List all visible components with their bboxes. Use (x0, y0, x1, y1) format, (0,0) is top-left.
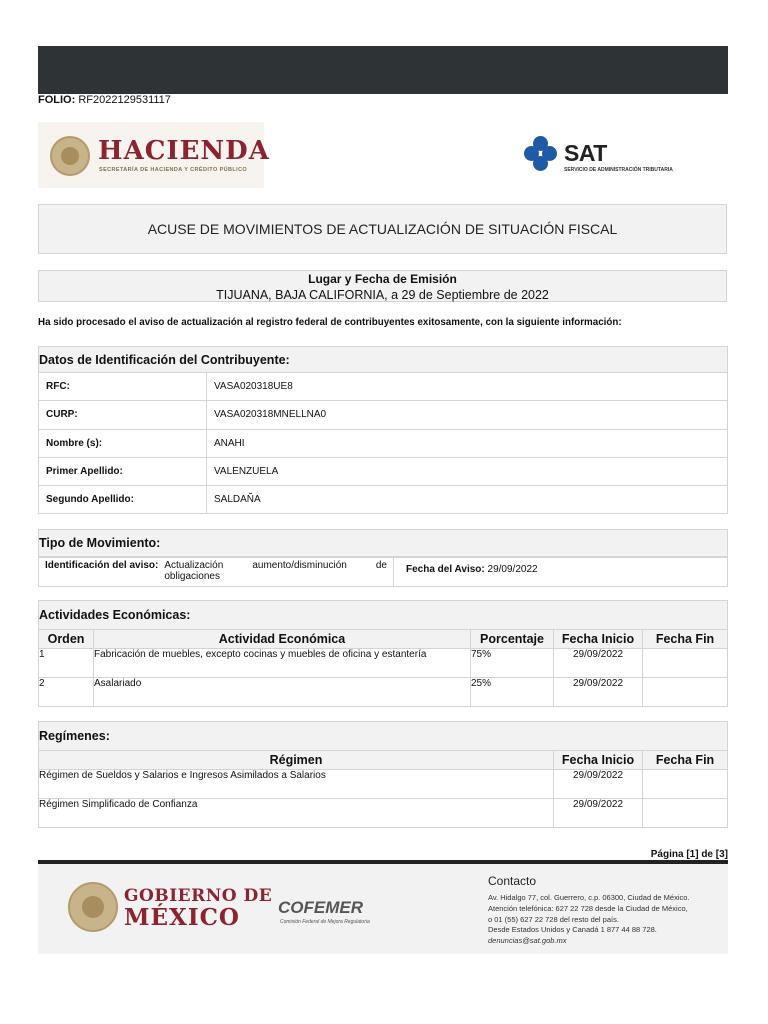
intro-text: Ha sido procesado el aviso de actualización al registro federal de contribuyentes exitosamente, con la siguiente información: (38, 317, 622, 328)
fecha-aviso-label: Fecha del Aviso: (406, 564, 485, 575)
id-aviso-value: Actualización aumento/disminución de obligaciones (164, 560, 387, 582)
movimiento-table (38, 557, 728, 587)
datos-row (39, 401, 728, 429)
cofemer-logo: COFEMER (278, 898, 363, 917)
regimen-row (39, 770, 728, 799)
actividad-fecha-fin (643, 678, 728, 707)
contacto-info (488, 893, 724, 947)
regimen-fecha-inicio: 29/09/2022 (554, 770, 643, 799)
datos-label: Nombre (s): (39, 429, 207, 457)
regimenes-heading-box (38, 721, 728, 751)
id-aviso-cell (39, 558, 394, 587)
folio-value: RF2022129531117 (78, 94, 171, 106)
actividad-row (39, 649, 728, 678)
datos-row (39, 486, 728, 514)
sat-logo (516, 128, 692, 182)
header-bar (38, 46, 728, 94)
col-orden: Orden (39, 630, 94, 649)
contacto-title: Contacto (488, 874, 537, 888)
sat-title: SAT (564, 140, 607, 166)
datos-label: CURP: (39, 401, 207, 429)
regimen-nombre: Régimen Simplificado de Confianza (39, 799, 554, 828)
gobierno-line1: GOBIERNO DE (124, 886, 273, 906)
datos-label: Segundo Apellido: (39, 486, 207, 514)
fecha-aviso-cell (394, 558, 728, 587)
lugar-value: TIJUANA, BAJA CALIFORNIA, a 29 de Septiembre de 2022 (216, 288, 549, 302)
datos-heading: Datos de Identificación del Contribuyente: (39, 353, 290, 367)
datos-value: SALDAÑA (207, 486, 728, 514)
col-fecha-fin: Fecha Fin (643, 630, 728, 649)
actividad-fecha-inicio: 29/09/2022 (554, 678, 643, 707)
contacto-email[interactable]: denuncias@sat.gob.mx (488, 936, 567, 946)
regimen-fecha-inicio: 29/09/2022 (554, 799, 643, 828)
footer (38, 864, 728, 954)
regimenes-heading: Regímenes: (39, 729, 110, 743)
datos-label: RFC: (39, 373, 207, 401)
fecha-aviso-value: 29/09/2022 (487, 564, 538, 575)
cofemer-subtitle: Comisión Federal de Mejora Regulatoria (280, 919, 370, 925)
movimiento-heading: Tipo de Movimiento: (39, 536, 161, 550)
hacienda-subtitle: SECRETARÍA DE HACIENDA Y CRÉDITO PÚBLICO (99, 167, 248, 173)
col-porcentaje: Porcentaje (471, 630, 554, 649)
regimenes-table (38, 750, 728, 828)
hacienda-title: HACIENDA (98, 136, 270, 166)
datos-value: VASA020318UE8 (207, 373, 728, 401)
regimen-fecha-fin (643, 799, 728, 828)
datos-label: Primer Apellido: (39, 457, 207, 485)
regimen-fecha-fin (643, 770, 728, 799)
document-title: ACUSE DE MOVIMIENTOS DE ACTUALIZACIÓN DE SITUACIÓN FISCAL (38, 204, 727, 254)
sat-dots-icon (524, 136, 560, 172)
lugar-label: Lugar y Fecha de Emisión (308, 272, 457, 286)
actividad-porcentaje: 25% (471, 678, 554, 707)
col-reg-fecha-inicio: Fecha Inicio (554, 751, 643, 770)
actividad-orden: 2 (39, 678, 94, 707)
actividad-row (39, 678, 728, 707)
contacto-line: Av. Hidalgo 77, col. Guerrero, c.p. 06300, Ciudad de México. (488, 893, 690, 902)
id-aviso-label: Identificación del aviso: (45, 560, 159, 571)
actividad-nombre: Asalariado (94, 678, 471, 707)
datos-value: VASA020318MNELLNA0 (207, 401, 728, 429)
datos-row (39, 373, 728, 401)
page-number: Página [1] de [3] (650, 849, 728, 860)
col-actividad: Actividad Económica (94, 630, 471, 649)
movimiento-heading-box (38, 529, 728, 557)
datos-value: ANAHI (207, 429, 728, 457)
datos-row (39, 457, 728, 485)
actividades-table (38, 629, 728, 707)
sat-subtitle: SERVICIO DE ADMINISTRACIÓN TRIBUTARIA (564, 167, 673, 173)
regimen-row (39, 799, 728, 828)
contacto-line: Atención telefónica: 627 22 728 desde la Ciudad de México, (488, 903, 688, 913)
folio (38, 94, 171, 106)
lugar-fecha-box (38, 270, 727, 302)
datos-table (38, 372, 728, 514)
actividad-porcentaje: 75% (471, 649, 554, 678)
datos-row (39, 429, 728, 457)
folio-label: FOLIO: (38, 94, 76, 106)
actividad-fecha-inicio: 29/09/2022 (554, 649, 643, 678)
mexico-seal-icon (50, 136, 90, 176)
contacto-line: Desde Estados Unidos y Canadá 1 877 44 88 728. (488, 925, 657, 935)
datos-value: VALENZUELA (207, 457, 728, 485)
contacto-line: o 01 (55) 627 22 728 del resto del país. (488, 914, 619, 924)
actividades-heading: Actividades Económicas: (39, 608, 191, 622)
col-regimen: Régimen (39, 751, 554, 770)
actividades-heading-box (38, 600, 728, 630)
hacienda-logo (38, 122, 270, 188)
gobierno-line2: MÉXICO (124, 904, 240, 931)
col-fecha-inicio: Fecha Inicio (554, 630, 643, 649)
actividad-nombre: Fabricación de muebles, excepto cocinas y muebles de oficina y estantería (94, 649, 471, 678)
actividad-fecha-fin (643, 649, 728, 678)
regimen-nombre: Régimen de Sueldos y Salarios e Ingresos Asimilados a Salarios (39, 770, 554, 799)
gobierno-seal-icon (68, 882, 118, 932)
col-reg-fecha-fin: Fecha Fin (643, 751, 728, 770)
actividad-orden: 1 (39, 649, 94, 678)
datos-heading-box (38, 346, 728, 373)
